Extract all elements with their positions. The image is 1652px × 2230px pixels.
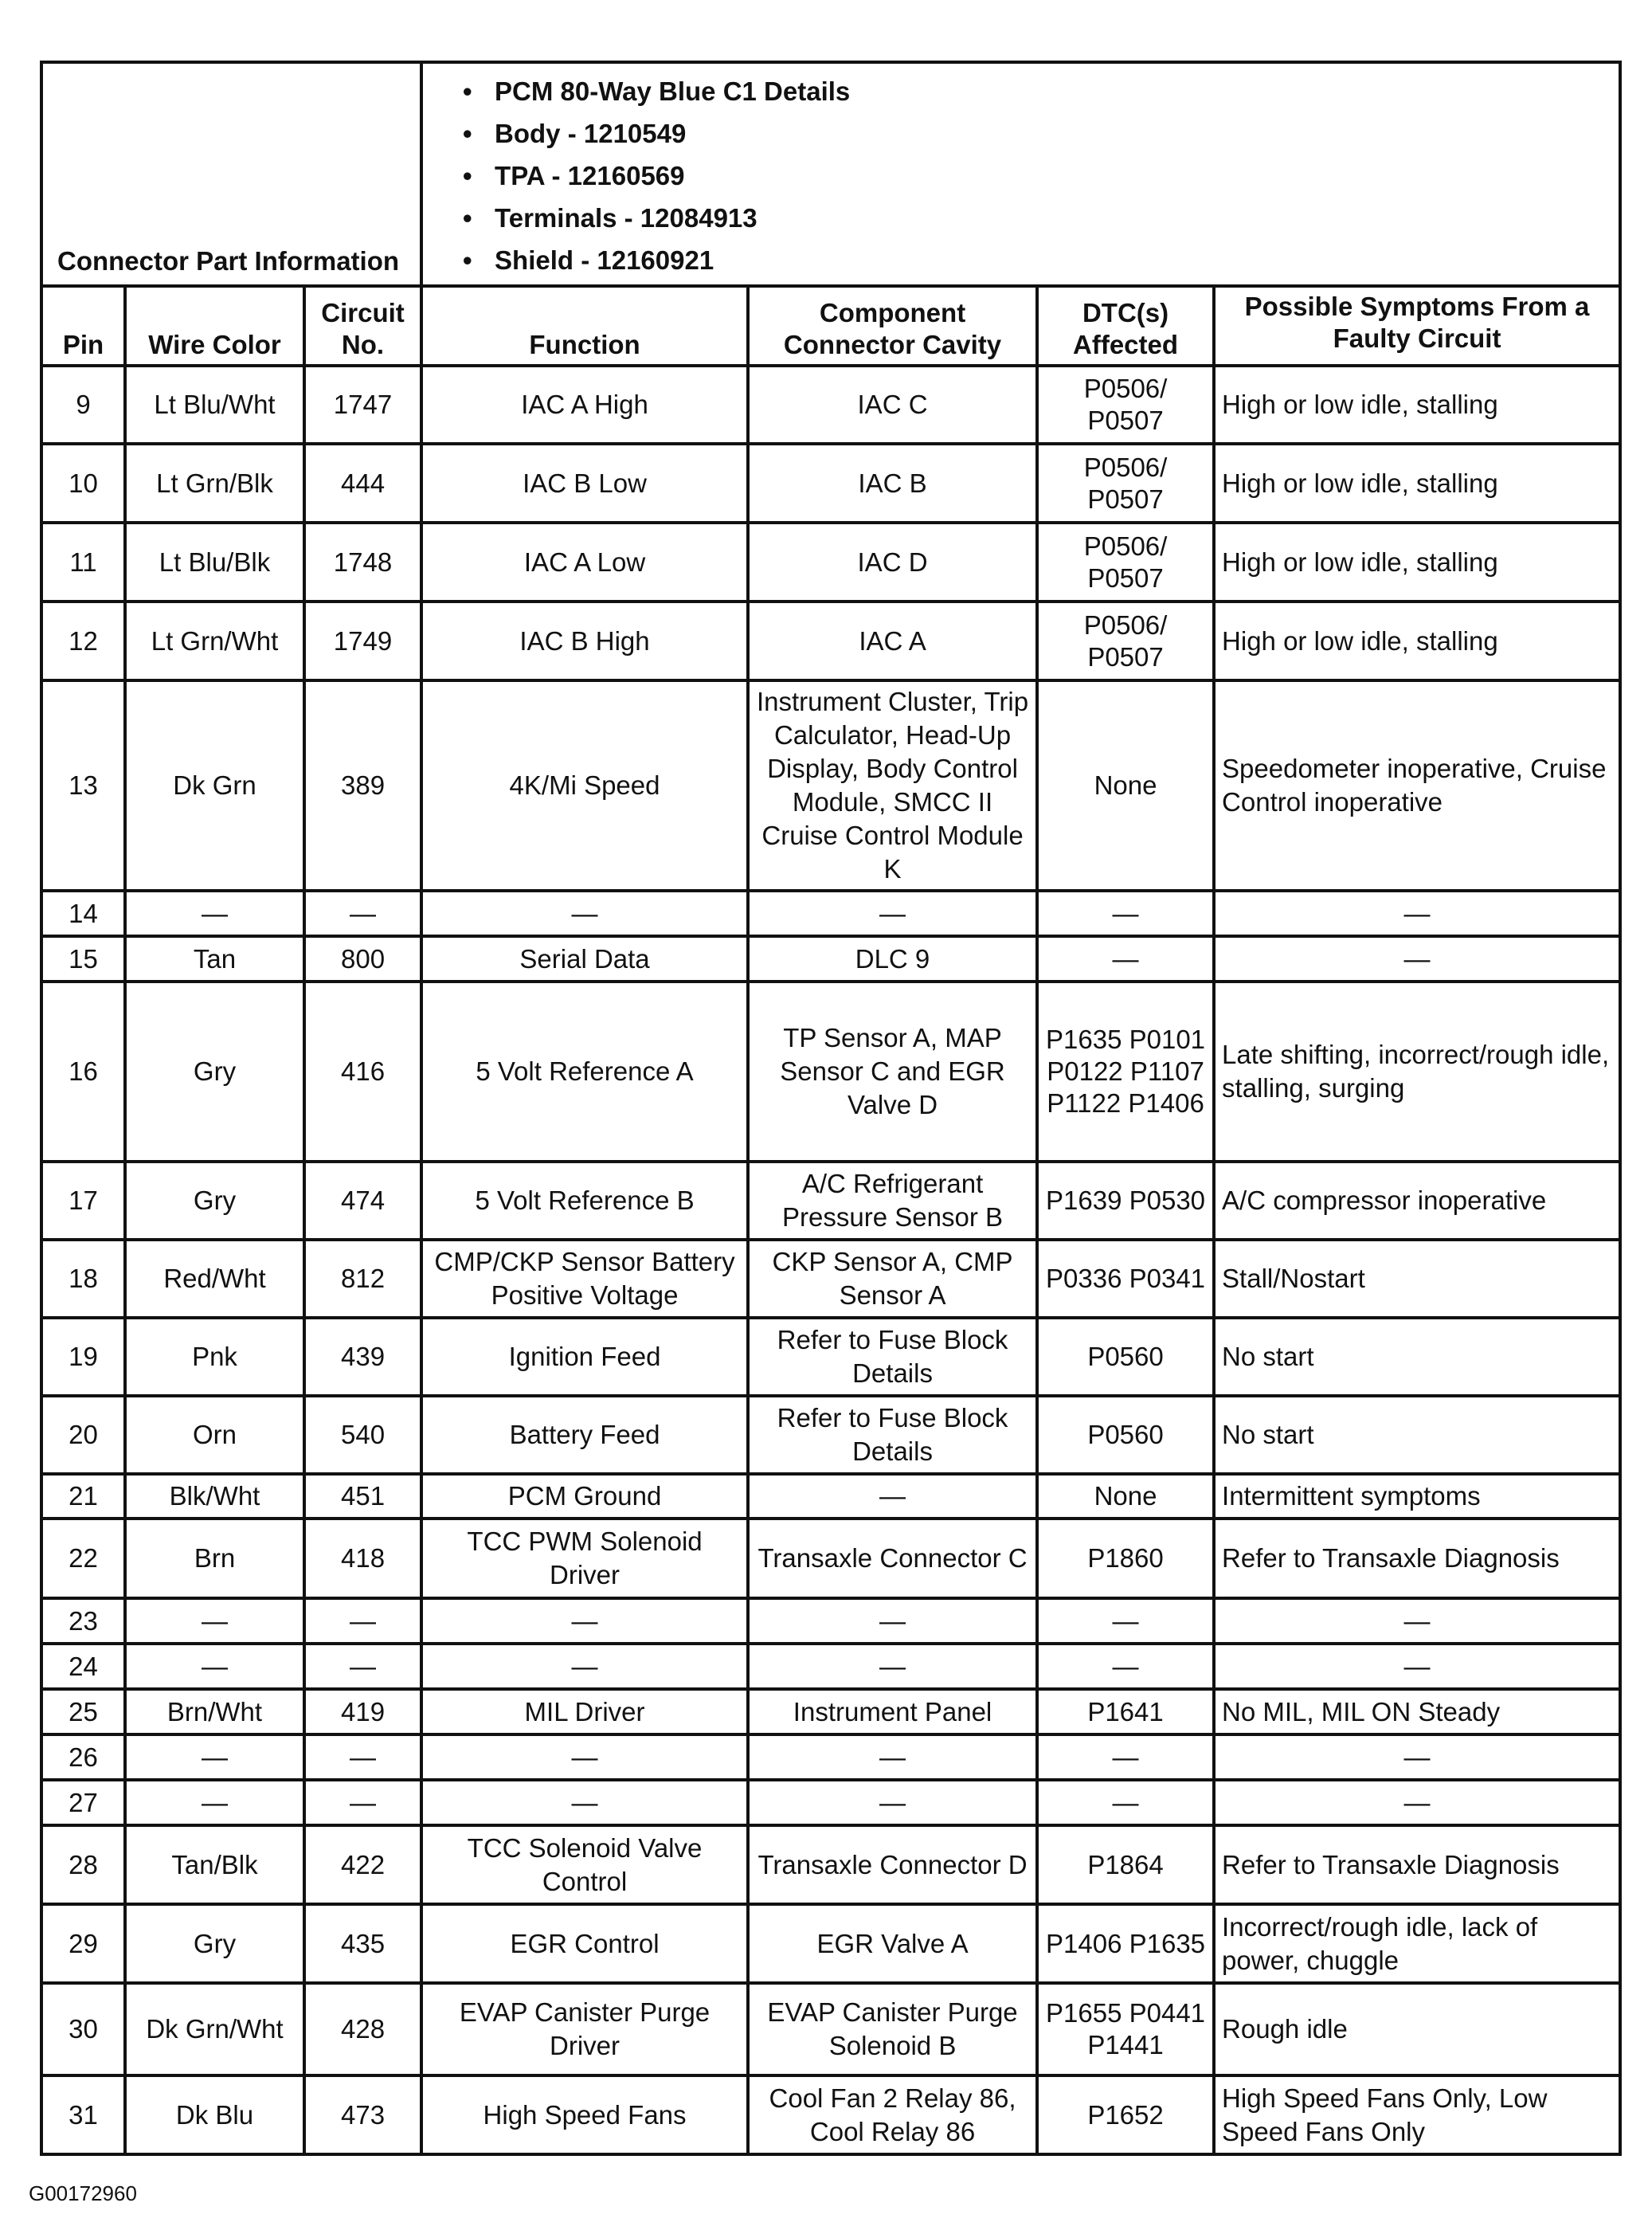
connector-details [421,62,1620,286]
wire-color-cell: Orn [125,1396,304,1474]
pin-row [41,1240,1620,1318]
wire-color-cell: Lt Grn/Blk [125,444,304,523]
function-cell: — [421,1780,748,1825]
connector-detail-item: • TPA - 12160569 [463,155,1619,197]
function-cell: MIL Driver [421,1689,748,1734]
circuit-cell: — [304,1598,421,1644]
dtc-cell: — [1037,1644,1214,1689]
wire-color-cell: Gry [125,1904,304,1983]
symptoms-cell: Refer to Transaxle Diagnosis [1214,1519,1620,1598]
pin-cell: 21 [41,1474,125,1519]
figure-id: G00172960 [29,2181,137,2205]
cavity-cell: Refer to Fuse Block Details [748,1318,1037,1396]
connector-details-list [463,70,1619,281]
pin-cell: 20 [41,1396,125,1474]
circuit-cell: 540 [304,1396,421,1474]
dtc-cell: None [1037,1474,1214,1519]
pin-row [41,1162,1620,1240]
function-cell: Battery Feed [421,1396,748,1474]
cavity-cell: DLC 9 [748,936,1037,982]
pin-cell: 27 [41,1780,125,1825]
pin-cell: 22 [41,1519,125,1598]
function-cell: EVAP Canister Purge Driver [421,1983,748,2075]
wire-color-cell: Blk/Wht [125,1474,304,1519]
pin-cell: 29 [41,1904,125,1983]
dtc-cell: — [1037,1734,1214,1780]
pin-row [41,1780,1620,1825]
function-cell: TCC Solenoid Valve Control [421,1825,748,1904]
circuit-cell: — [304,1780,421,1825]
pin-cell: 26 [41,1734,125,1780]
function-cell: 5 Volt Reference B [421,1162,748,1240]
symptoms-cell: High or low idle, stalling [1214,523,1620,602]
dtc-cell: P0560 [1037,1396,1214,1474]
wire-color-cell: Dk Grn/Wht [125,1983,304,2075]
connector-part-info-label: Connector Part Information [41,62,421,286]
pin-cell: 28 [41,1825,125,1904]
dtc-cell: P0506/ P0507 [1037,523,1214,602]
circuit-cell: 418 [304,1519,421,1598]
dtc-cell: — [1037,891,1214,936]
cavity-cell: — [748,1474,1037,1519]
dtc-cell: P0336 P0341 [1037,1240,1214,1318]
wire-color-cell: Gry [125,1162,304,1240]
circuit-cell: 1749 [304,602,421,680]
cavity-cell: IAC C [748,366,1037,444]
dtc-cell: P0506/ P0507 [1037,366,1214,444]
wire-color-cell: — [125,1734,304,1780]
function-cell: 4K/Mi Speed [421,680,748,891]
symptoms-cell: Refer to Transaxle Diagnosis [1214,1825,1620,1904]
dtc-cell: P1860 [1037,1519,1214,1598]
symptoms-cell: Late shifting, incorrect/rough idle, stalling, surging [1214,982,1620,1162]
symptoms-cell: No MIL, MIL ON Steady [1214,1689,1620,1734]
symptoms-cell: A/C compressor inoperative [1214,1162,1620,1240]
column-header-function: Function [421,286,748,366]
symptoms-cell: — [1214,1734,1620,1780]
cavity-cell: — [748,1780,1037,1825]
column-header-symptoms: Possible Symptoms From a Faulty Circuit [1214,286,1620,366]
function-cell: IAC A Low [421,523,748,602]
circuit-cell: 474 [304,1162,421,1240]
dtc-cell: — [1037,936,1214,982]
cavity-cell: Cool Fan 2 Relay 86, Cool Relay 86 [748,2075,1037,2154]
function-cell: Ignition Feed [421,1318,748,1396]
circuit-cell: — [304,891,421,936]
pin-cell: 25 [41,1689,125,1734]
dtc-cell: P1639 P0530 [1037,1162,1214,1240]
connector-pinout-table [40,61,1622,2156]
symptoms-cell: Rough idle [1214,1983,1620,2075]
pin-row [41,936,1620,982]
cavity-cell: — [748,1598,1037,1644]
pin-cell: 14 [41,891,125,936]
symptoms-cell: Speedometer inoperative, Cruise Control inoperative [1214,680,1620,891]
pin-cell: 18 [41,1240,125,1318]
circuit-cell: 389 [304,680,421,891]
cavity-cell: IAC D [748,523,1037,602]
pin-row [41,602,1620,680]
pin-cell: 24 [41,1644,125,1689]
pin-cell: 16 [41,982,125,1162]
pin-row [41,1825,1620,1904]
dtc-cell: — [1037,1598,1214,1644]
dtc-cell: — [1037,1780,1214,1825]
connector-pinout-table-container [40,61,1619,2156]
wire-color-cell: Lt Blu/Wht [125,366,304,444]
function-cell: — [421,1644,748,1689]
dtc-cell: P1406 P1635 [1037,1904,1214,1983]
cavity-cell: Transaxle Connector C [748,1519,1037,1598]
pin-row [41,1474,1620,1519]
cavity-cell: TP Sensor A, MAP Sensor C and EGR Valve D [748,982,1037,1162]
connector-detail-item: • PCM 80-Way Blue C1 Details [463,70,1619,112]
circuit-cell: 812 [304,1240,421,1318]
circuit-cell: 428 [304,1983,421,2075]
connector-detail-item: • Shield - 12160921 [463,239,1619,281]
pin-row [41,1983,1620,2075]
connector-info-row [41,62,1620,286]
column-header-dtc: DTC(s) Affected [1037,286,1214,366]
wire-color-cell: Tan/Blk [125,1825,304,1904]
column-header-component-cavity: Component Connector Cavity [748,286,1037,366]
pin-row [41,366,1620,444]
symptoms-cell: Stall/Nostart [1214,1240,1620,1318]
circuit-cell: — [304,1734,421,1780]
function-cell: Serial Data [421,936,748,982]
dtc-cell: P1641 [1037,1689,1214,1734]
function-cell: — [421,1598,748,1644]
wire-color-cell: Brn [125,1519,304,1598]
symptoms-cell: No start [1214,1396,1620,1474]
function-cell: EGR Control [421,1904,748,1983]
circuit-cell: 1748 [304,523,421,602]
pin-cell: 12 [41,602,125,680]
wire-color-cell: Gry [125,982,304,1162]
pin-row [41,1644,1620,1689]
function-cell: — [421,1734,748,1780]
pin-row [41,680,1620,891]
cavity-cell: Instrument Cluster, Trip Calculator, Head-Up Display, Body Control Module, SMCC II Cruise Control Module K [748,680,1037,891]
pin-row [41,1598,1620,1644]
symptoms-cell: No start [1214,1318,1620,1396]
symptoms-cell: — [1214,1598,1620,1644]
function-cell: TCC PWM Solenoid Driver [421,1519,748,1598]
function-cell: 5 Volt Reference A [421,982,748,1162]
pin-row [41,982,1620,1162]
function-cell: — [421,891,748,936]
circuit-cell: — [304,1644,421,1689]
function-cell: IAC A High [421,366,748,444]
pin-cell: 9 [41,366,125,444]
cavity-cell: Transaxle Connector D [748,1825,1037,1904]
cavity-cell: CKP Sensor A, CMP Sensor A [748,1240,1037,1318]
symptoms-cell: — [1214,891,1620,936]
dtc-cell: None [1037,680,1214,891]
function-cell: IAC B Low [421,444,748,523]
wire-color-cell: — [125,891,304,936]
circuit-cell: 451 [304,1474,421,1519]
pin-row [41,1396,1620,1474]
wire-color-cell: Red/Wht [125,1240,304,1318]
pin-cell: 31 [41,2075,125,2154]
column-header-circuit-no: Circuit No. [304,286,421,366]
symptoms-cell: High or low idle, stalling [1214,602,1620,680]
pin-row [41,1904,1620,1983]
circuit-cell: 439 [304,1318,421,1396]
pin-cell: 13 [41,680,125,891]
circuit-cell: 422 [304,1825,421,1904]
circuit-cell: 1747 [304,366,421,444]
pin-cell: 11 [41,523,125,602]
circuit-cell: 435 [304,1904,421,1983]
pin-row [41,1734,1620,1780]
function-cell: PCM Ground [421,1474,748,1519]
symptoms-cell: — [1214,1644,1620,1689]
cavity-cell: EVAP Canister Purge Solenoid B [748,1983,1037,2075]
cavity-cell: — [748,891,1037,936]
cavity-cell: IAC A [748,602,1037,680]
pin-row [41,1519,1620,1598]
connector-detail-item: • Body - 1210549 [463,112,1619,155]
function-cell: High Speed Fans [421,2075,748,2154]
function-cell: CMP/CKP Sensor Battery Positive Voltage [421,1240,748,1318]
wire-color-cell: Lt Grn/Wht [125,602,304,680]
cavity-cell: — [748,1644,1037,1689]
pin-row [41,1318,1620,1396]
circuit-cell: 416 [304,982,421,1162]
dtc-cell: P0506/ P0507 [1037,602,1214,680]
wire-color-cell: Dk Blu [125,2075,304,2154]
wire-color-cell: Brn/Wht [125,1689,304,1734]
pin-row [41,523,1620,602]
pin-rows [41,366,1620,2154]
pin-row [41,2075,1620,2154]
dtc-cell: P1655 P0441 P1441 [1037,1983,1214,2075]
pin-cell: 30 [41,1983,125,2075]
connector-detail-item: • Terminals - 12084913 [463,197,1619,239]
cavity-cell: EGR Valve A [748,1904,1037,1983]
wire-color-cell: Dk Grn [125,680,304,891]
circuit-cell: 473 [304,2075,421,2154]
wire-color-cell: Pnk [125,1318,304,1396]
cavity-cell: A/C Refrigerant Pressure Sensor B [748,1162,1037,1240]
wire-color-cell: — [125,1644,304,1689]
cavity-cell: Refer to Fuse Block Details [748,1396,1037,1474]
cavity-cell: IAC B [748,444,1037,523]
wire-color-cell: Lt Blu/Blk [125,523,304,602]
dtc-cell: P0560 [1037,1318,1214,1396]
column-header-pin: Pin [41,286,125,366]
pin-cell: 23 [41,1598,125,1644]
circuit-cell: 800 [304,936,421,982]
column-header-row [41,286,1620,366]
pin-row [41,1689,1620,1734]
pin-row [41,891,1620,936]
symptoms-cell: — [1214,1780,1620,1825]
dtc-cell: P1635 P0101 P0122 P1107 P1122 P1406 [1037,982,1214,1162]
dtc-cell: P1652 [1037,2075,1214,2154]
circuit-cell: 444 [304,444,421,523]
symptoms-cell: High or low idle, stalling [1214,366,1620,444]
pin-cell: 10 [41,444,125,523]
symptoms-cell: — [1214,936,1620,982]
wire-color-cell: — [125,1780,304,1825]
pin-cell: 19 [41,1318,125,1396]
circuit-cell: 419 [304,1689,421,1734]
pin-cell: 17 [41,1162,125,1240]
cavity-cell: — [748,1734,1037,1780]
function-cell: IAC B High [421,602,748,680]
cavity-cell: Instrument Panel [748,1689,1037,1734]
symptoms-cell: High Speed Fans Only, Low Speed Fans Only [1214,2075,1620,2154]
wire-color-cell: Tan [125,936,304,982]
pin-cell: 15 [41,936,125,982]
symptoms-cell: Incorrect/rough idle, lack of power, chuggle [1214,1904,1620,1983]
symptoms-cell: High or low idle, stalling [1214,444,1620,523]
pin-row [41,444,1620,523]
dtc-cell: P0506/ P0507 [1037,444,1214,523]
dtc-cell: P1864 [1037,1825,1214,1904]
column-header-wire-color: Wire Color [125,286,304,366]
wire-color-cell: — [125,1598,304,1644]
symptoms-cell: Intermittent symptoms [1214,1474,1620,1519]
